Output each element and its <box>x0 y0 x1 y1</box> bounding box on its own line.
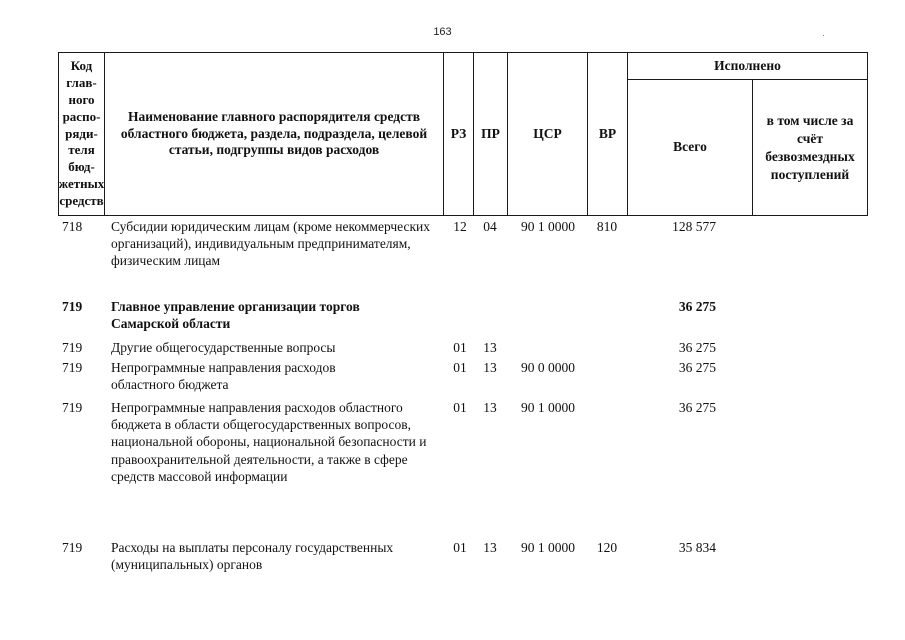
cell-vr: 120 <box>596 540 618 555</box>
cell-rz: 12 <box>453 219 467 234</box>
cell-name: Субсидии юридическим лицам (кроме некоммерческих организаций), индивидуальным предпринимателям, физическим лицам <box>111 219 431 269</box>
cell-rz: 01 <box>453 340 467 355</box>
cell-code: 719 <box>62 360 83 375</box>
header-gratuitous: в том числе за счёт безвозмездных поступлений <box>765 112 855 182</box>
cell-vr: 810 <box>596 219 618 234</box>
cell-pr: 13 <box>483 340 497 355</box>
cell-code: 718 <box>62 219 83 234</box>
cell-csr: 90 1 0000 <box>521 400 575 415</box>
cell-total: 36 275 <box>678 340 716 355</box>
cell-name: Главное управление организации торгов Самарской области <box>111 299 360 332</box>
header-pr: ПР <box>481 125 500 141</box>
cell-total: 36 275 <box>678 360 716 375</box>
cell-csr: 90 1 0000 <box>521 540 575 555</box>
cell-code: 719 <box>62 540 83 555</box>
cell-csr: 90 1 0000 <box>521 219 575 234</box>
border-right <box>867 52 868 216</box>
cell-total: 36 275 <box>678 400 716 415</box>
cell-rz: 01 <box>453 540 467 555</box>
header-executed: Исполнено <box>714 57 781 73</box>
cell-pr: 04 <box>483 219 497 234</box>
header-rz: РЗ <box>450 125 467 141</box>
header-csr: ЦСР <box>533 125 562 141</box>
cell-code: 719 <box>62 299 83 314</box>
cell-total: 128 577 <box>672 219 716 234</box>
cell-rz: 01 <box>453 360 467 375</box>
page-number: 163 <box>433 26 452 38</box>
cell-total: 36 275 <box>678 299 716 314</box>
header-code: Код глав- ного распо- ряди- теля бюд- жетных средств <box>58 57 105 209</box>
header-name: Наименование главного распорядителя средств областного бюджета, раздела, подраздела, целевой статьи, подгруппы видов расходов <box>120 109 428 158</box>
cell-code: 719 <box>62 340 83 355</box>
cell-pr: 13 <box>483 360 497 375</box>
scan-speck <box>823 35 824 36</box>
cell-name: Непрограммные направления расходов областного бюджета в области общегосударственных вопросов, национальной обороны, национальной безопасности и правоохранительной деятельности, а также в сфере средств массовой информации <box>111 400 427 484</box>
cell-pr: 13 <box>483 540 497 555</box>
cell-rz: 01 <box>453 400 467 415</box>
border-total-gratuitous <box>752 79 753 216</box>
cell-pr: 13 <box>483 400 497 415</box>
header-vr: ВР <box>598 125 617 141</box>
cell-csr: 90 0 0000 <box>521 360 575 375</box>
cell-name: Расходы на выплаты персоналу государственных (муниципальных) органов <box>111 540 394 573</box>
cell-name: Непрограммные направления расходов областного бюджета <box>111 360 336 393</box>
header-total: Всего <box>673 139 707 155</box>
cell-code: 719 <box>62 400 83 415</box>
cell-total: 35 834 <box>678 540 716 555</box>
header-bottom-border <box>58 215 868 216</box>
cell-name: Другие общегосударственные вопросы <box>111 340 336 355</box>
